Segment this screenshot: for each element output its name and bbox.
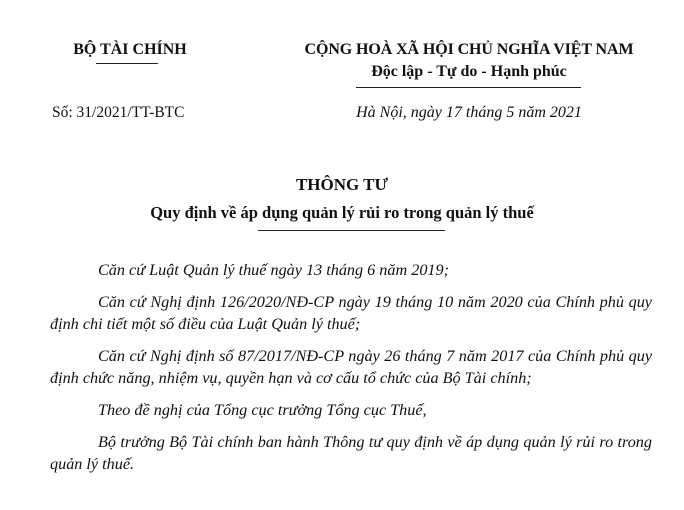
document-type: THÔNG TƯ xyxy=(295,175,389,194)
national-motto: Độc lập - Tự do - Hạnh phúc xyxy=(371,63,567,80)
document-title: Quy định về áp dụng quản lý rủi ro trong quản lý thuế xyxy=(150,203,534,222)
preamble-paragraph: Căn cứ Nghị định 126/2020/NĐ-CP ngày 19 tháng 10 năm 2020 của Chính phủ quy định chi tiết một số điều của Luật Quản lý thuế; xyxy=(50,293,652,333)
document-number: Số: 31/2021/TT-BTC xyxy=(52,104,185,121)
national-title: CỘNG HOÀ XÃ HỘI CHỦ NGHĨA VIỆT NAM xyxy=(304,41,634,58)
issuing-agency: BỘ TÀI CHÍNH xyxy=(73,41,187,58)
preamble-paragraph: Bộ trưởng Bộ Tài chính ban hành Thông tư quy định về áp dụng quản lý rủi ro trong quản lý thuế. xyxy=(50,433,652,473)
preamble-paragraph: Căn cứ Nghị định số 87/2017/NĐ-CP ngày 26 tháng 7 năm 2017 của Chính phủ quy định chức năng, nhiệm vụ, quyền hạn và cơ cấu tổ chức của Bộ Tài chính; xyxy=(50,347,652,387)
preamble xyxy=(50,259,652,475)
motto-underline xyxy=(356,87,581,88)
title-underline xyxy=(258,230,445,231)
preamble-paragraph: Theo đề nghị của Tổng cục trưởng Tổng cục Thuế, xyxy=(98,401,427,419)
place-date: Hà Nội, ngày 17 tháng 5 năm 2021 xyxy=(356,104,582,121)
agency-underline xyxy=(96,63,158,64)
preamble-paragraph: Căn cứ Luật Quản lý thuế ngày 13 tháng 6 năm 2019; xyxy=(98,261,449,279)
